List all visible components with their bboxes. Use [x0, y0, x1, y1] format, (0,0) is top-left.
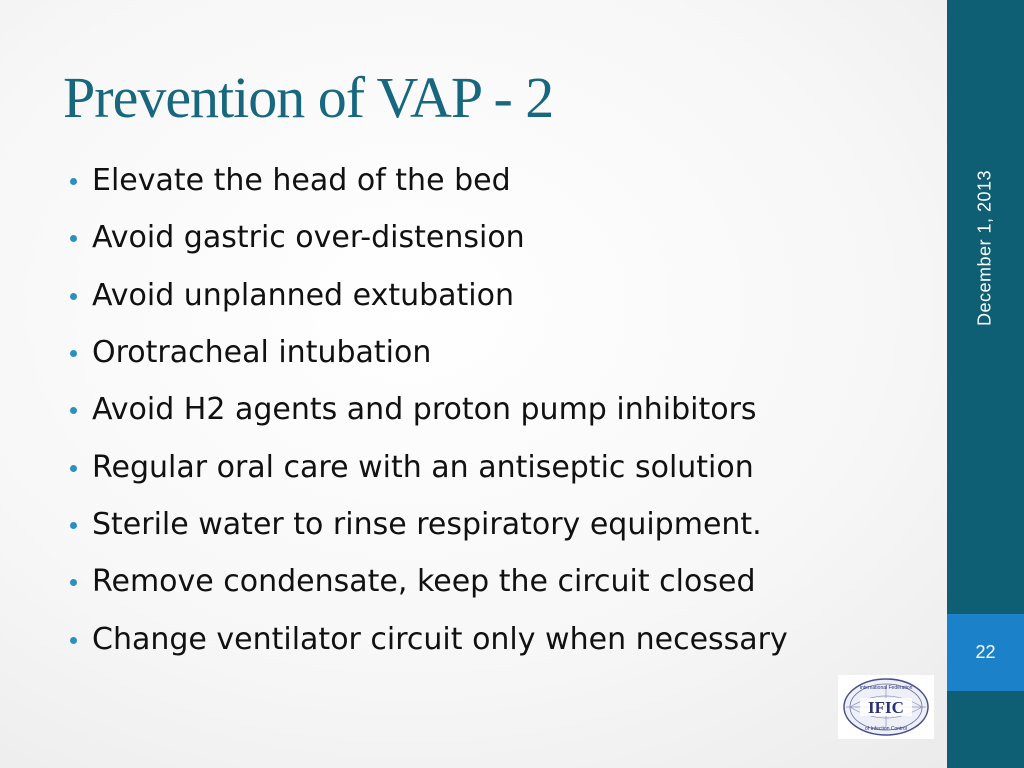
bullet-text: Regular oral care with an antiseptic solution [92, 449, 754, 485]
bullet-item [70, 496, 788, 553]
bullet-icon [70, 235, 77, 242]
bullet-item [70, 324, 788, 381]
bullet-list [70, 152, 788, 668]
logo-text: IFIC [868, 698, 904, 717]
bullet-icon [70, 579, 77, 586]
bullet-text: Elevate the head of the bed [92, 163, 511, 199]
bullet-icon [70, 293, 77, 300]
bullet-text: Change ventilator circuit only when necessary [92, 621, 788, 657]
bullet-text: Orotracheal intubation [92, 335, 432, 371]
bullet-icon [70, 637, 77, 644]
bullet-text: Avoid gastric over-distension [92, 220, 525, 256]
bullet-text: Avoid H2 agents and proton pump inhibitors [92, 392, 757, 428]
bullet-item [70, 209, 788, 266]
page-number-box [947, 614, 1024, 691]
bullet-icon [70, 407, 77, 414]
logo-arc-bottom: of Infection Control [865, 726, 907, 732]
bullet-text: Avoid unplanned extubation [92, 277, 514, 313]
bullet-item [70, 438, 788, 495]
bullet-icon [70, 178, 77, 185]
slide-title: Prevention of VAP - 2 [63, 65, 554, 130]
bullet-item [70, 267, 788, 324]
bullet-icon [70, 350, 77, 357]
bullet-item [70, 381, 788, 438]
ific-logo-icon [838, 675, 934, 739]
bullet-icon [70, 522, 77, 529]
bullet-icon [70, 465, 77, 472]
bullet-item [70, 553, 788, 610]
bullet-item [70, 610, 788, 667]
page-number: 22 [975, 642, 996, 662]
bullet-text: Sterile water to rinse respiratory equipment. [92, 506, 762, 542]
slide-date: December 1, 2013 [974, 169, 995, 327]
bullet-text: Remove condensate, keep the circuit closed [92, 564, 756, 600]
bullet-item [70, 152, 788, 209]
logo-arc-top: International Federation [859, 685, 913, 691]
